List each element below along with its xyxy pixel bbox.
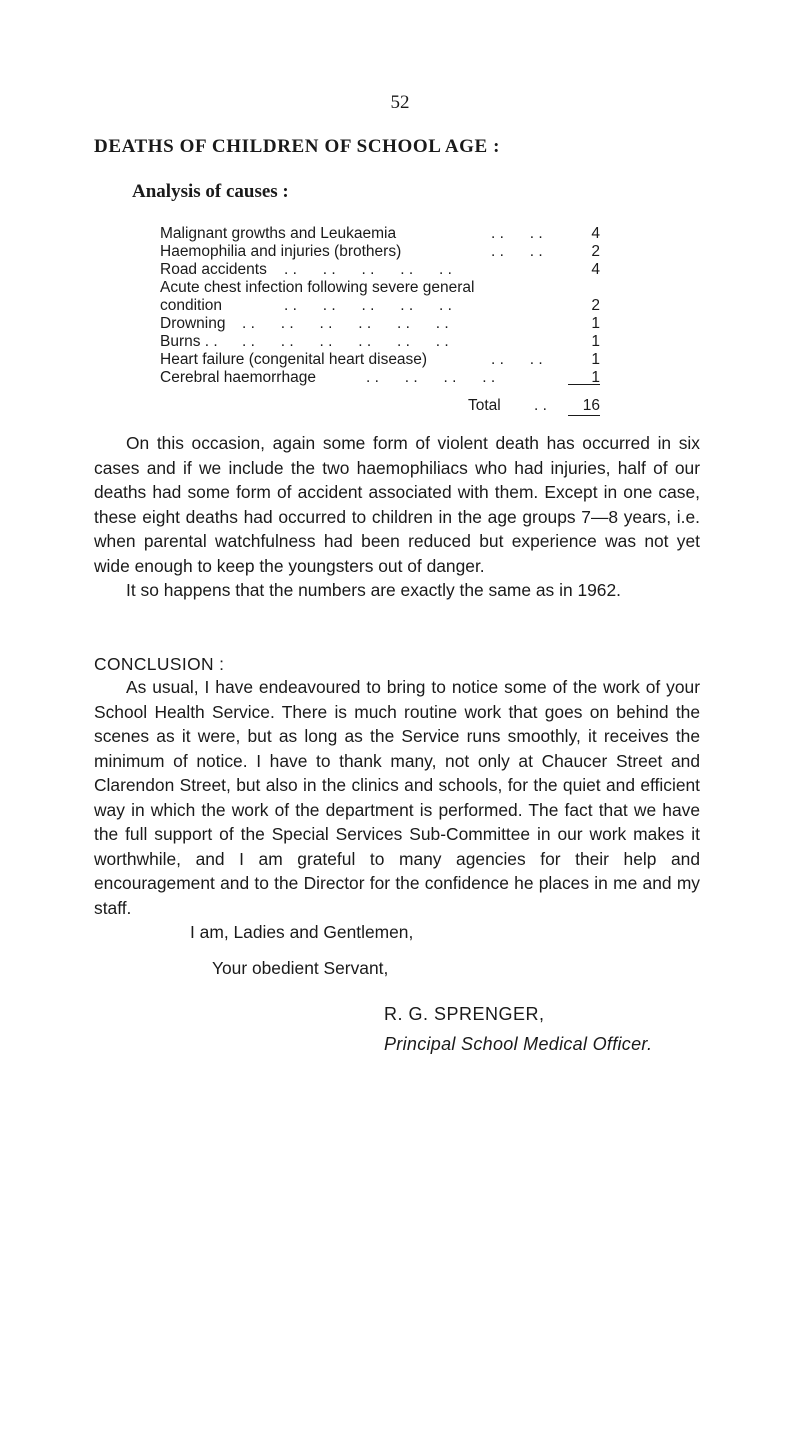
valediction: Your obedient Servant, [212, 958, 389, 978]
cause-row [160, 225, 600, 243]
leader-dots: . . . . [491, 243, 543, 260]
leader-dots: . . . . . . . . . . [284, 297, 452, 314]
cause-label-continued: condition [160, 297, 223, 314]
signatory-name: R. G. SPRENGER, [384, 1004, 545, 1024]
total-rule-top [568, 384, 600, 385]
leader-dots: . . . . . . . . . . [284, 261, 452, 278]
leader-dots: . . [534, 397, 547, 414]
cause-count: 1 [591, 333, 600, 350]
cause-count: 1 [591, 369, 600, 386]
cause-row [160, 315, 600, 333]
signatory-title: Principal School Medical Officer. [384, 1034, 653, 1054]
analysis-text [94, 431, 700, 603]
cause-row [160, 369, 600, 387]
section-subheading: Analysis of causes : [132, 181, 289, 202]
cause-count: 2 [591, 243, 600, 260]
total-count: 16 [582, 397, 600, 414]
cause-count: 1 [591, 351, 600, 368]
cause-label: Malignant growths and Leukaemia [160, 225, 397, 242]
total-label: Total [468, 397, 501, 414]
cause-label: Burns . . [160, 333, 218, 350]
cause-row [160, 279, 600, 315]
total-row [160, 397, 600, 419]
cause-count: 1 [591, 315, 600, 332]
conclusion-heading: CONCLUSION : [94, 654, 225, 674]
causes-table [160, 225, 600, 419]
cause-label: Haemophilia and injuries (brothers) [160, 243, 402, 260]
cause-count: 4 [591, 225, 600, 242]
conclusion-text [94, 675, 700, 920]
cause-count: 2 [591, 297, 600, 314]
leader-dots: . . . . [491, 351, 543, 368]
cause-row [160, 243, 600, 261]
paragraph: As usual, I have endeavoured to bring to notice some of the work of your School Health Service. There is much routine work that goes on behind the scenes as it were, but as long as the Service runs smoothly, it receives the minimum of notice. I have to thank many, not only at Chaucer Street and Clarendon Street, but also in the clinics and schools, for the quiet and efficient way in which the work of the department is performed. The fact that we have the full support of the Special Services Sub-Committee in our work makes it worthwhile, and I am grateful to many agencies for their help and encouragement and to the Director for the confidence he places in me and my staff. [94, 677, 700, 918]
cause-count: 4 [591, 261, 600, 278]
leader-dots: . . . . . . . . [366, 369, 496, 386]
cause-label: Heart failure (congenital heart disease) [160, 351, 428, 368]
leader-dots: . . . . . . . . . . . . [242, 315, 449, 332]
leader-dots: . . . . [491, 225, 543, 242]
cause-row [160, 351, 600, 369]
leader-dots: . . . . . . . . . . . . [242, 333, 449, 350]
page-title: DEATHS OF CHILDREN OF SCHOOL AGE : [94, 136, 501, 157]
cause-label: Road accidents [160, 261, 267, 278]
cause-row [160, 261, 600, 279]
paragraph: It so happens that the numbers are exactly the same as in 1962. [126, 580, 621, 600]
cause-label: Cerebral haemorrhage [160, 369, 316, 386]
salutation: I am, Ladies and Gentlemen, [190, 922, 414, 942]
cause-row [160, 333, 600, 351]
total-rule-bottom [568, 415, 600, 416]
page-number: 52 [390, 92, 410, 113]
cause-label: Acute chest infection following severe general [160, 279, 475, 296]
cause-label: Drowning [160, 315, 226, 332]
paragraph: On this occasion, again some form of violent death has occurred in six cases and if we include the two haemophiliacs who had injuries, half of our deaths had some form of accident associated with them. Except in one case, these eight deaths had occurred to children in the age groups 7—8 years, i.e. when parental watchfulness had been reduced but experience was not yet wide enough to keep the youngsters out of danger. [94, 433, 700, 576]
